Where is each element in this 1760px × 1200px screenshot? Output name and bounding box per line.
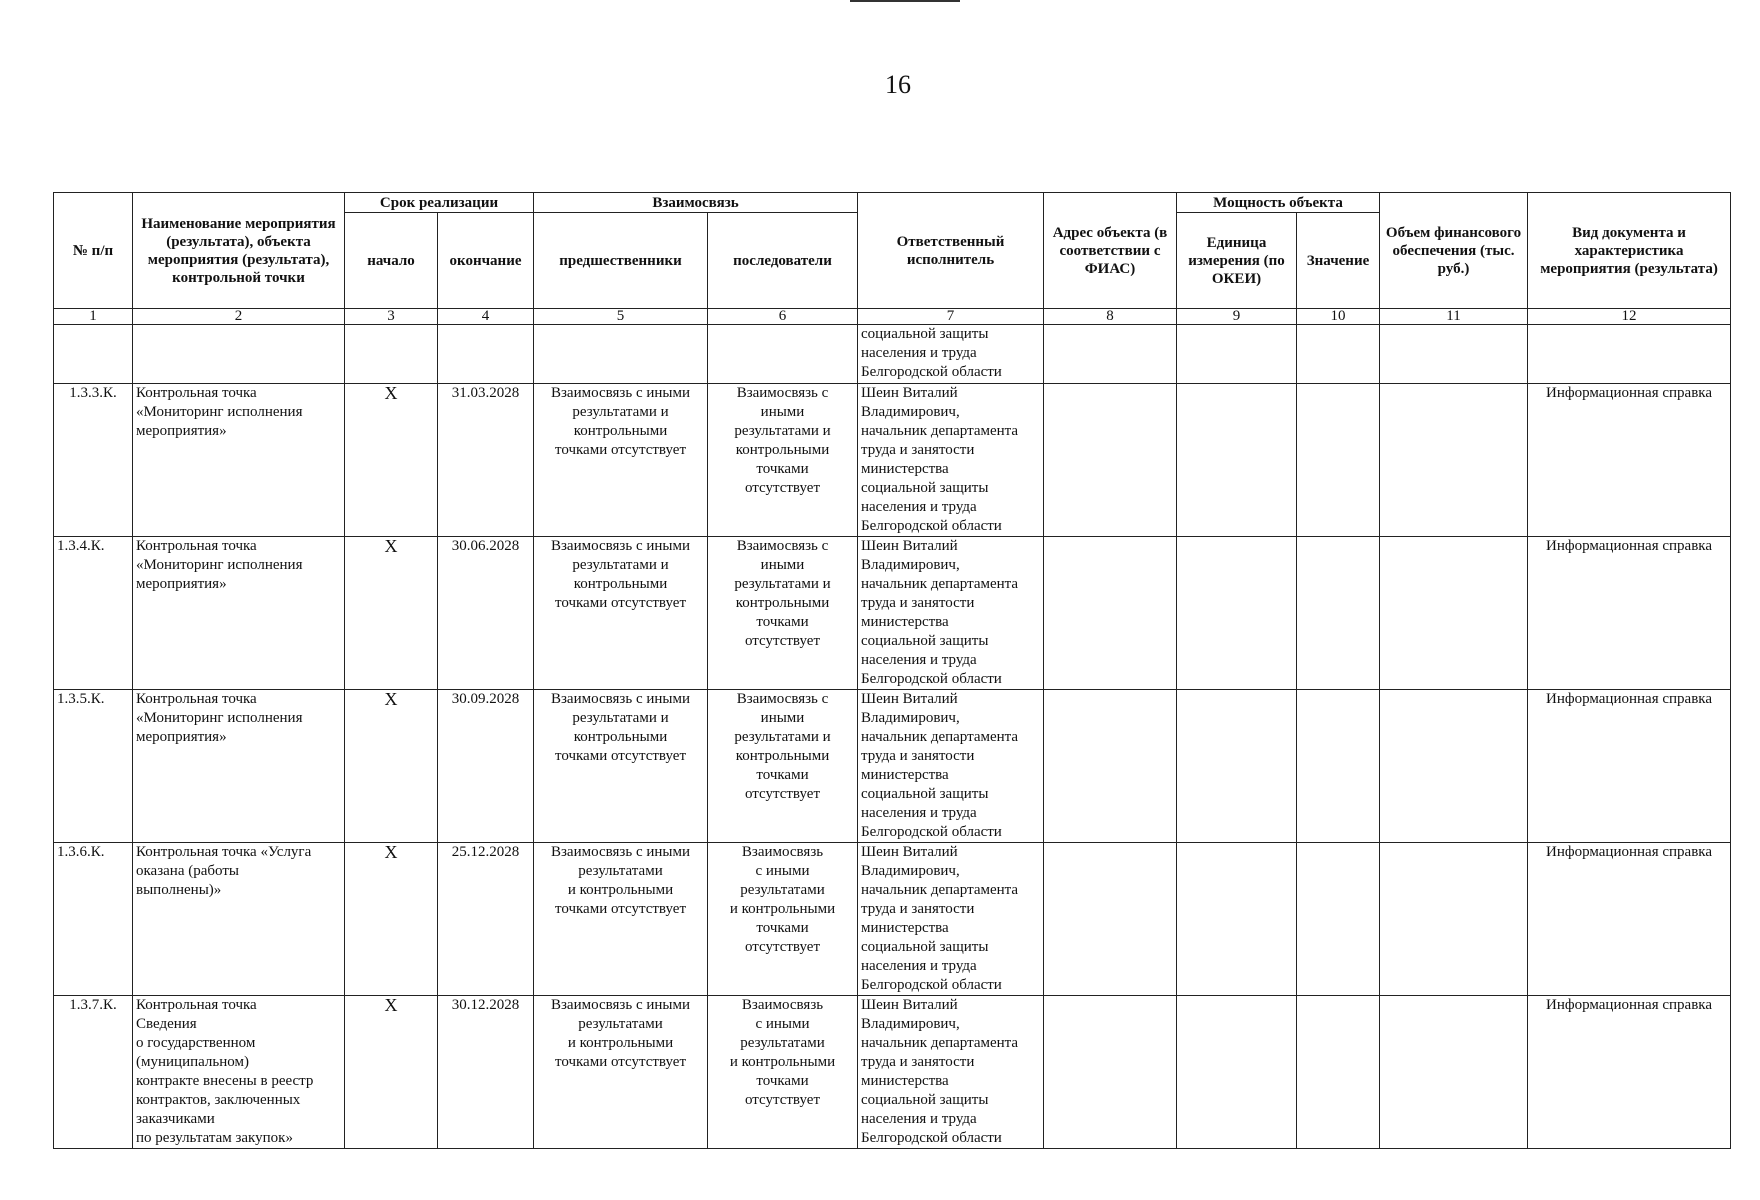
doc-cell: Информационная справка [1528,690,1731,843]
address-cell [1044,537,1177,690]
column-number: 9 [1177,309,1297,325]
header-start: начало [345,213,438,309]
unit-cell [1177,537,1297,690]
unit-cell [1177,690,1297,843]
column-number: 7 [858,309,1044,325]
header-finance: Объем финансового обеспечения (тыс. руб.) [1380,193,1528,309]
column-number: 2 [133,309,345,325]
table-row [54,690,1731,843]
address-cell [1044,843,1177,996]
unit-cell [1177,384,1297,537]
header-successors: последователи [708,213,858,309]
doc-cell: Информационная справка [1528,843,1731,996]
name-cell: Контрольная точка «Мониторинг исполнения мероприятия» [133,690,345,843]
column-number: 11 [1380,309,1528,325]
end-cell: 30.06.2028 [438,537,534,690]
address-cell [1044,996,1177,1149]
column-number: 12 [1528,309,1731,325]
row-number: 1.3.3.К. [54,384,133,537]
name-cell: Контрольная точка «Мониторинг исполнения мероприятия» [133,537,345,690]
page-number: 16 [885,70,911,99]
column-number: 6 [708,309,858,325]
row-number: 1.3.4.К. [54,537,133,690]
name-cell: Контрольная точка «Мониторинг исполнения мероприятия» [133,384,345,537]
column-number: 4 [438,309,534,325]
header-relation: Взаимосвязь [534,193,858,213]
executor-cell: Шеин Виталий Владимирович, начальник департамента труда и занятости министерства социальной защиты населения и труда Белгородской области [858,996,1044,1149]
predecessors-cell: Взаимосвязь с иными результатами и контрольными точками отсутствует [534,996,708,1149]
finance-cell [1380,690,1528,843]
row-number: 1.3.6.К. [54,843,133,996]
unit-cell [1177,843,1297,996]
end-cell: 31.03.2028 [438,384,534,537]
start-cell: X [345,384,438,537]
name-cell: Контрольная точка «Услуга оказана (работы выполнены)» [133,843,345,996]
start-cell: X [345,996,438,1149]
header-value: Значение [1297,213,1380,309]
column-numbers-row [54,309,1731,325]
scan-artifact-line [850,0,960,2]
finance-cell [1380,996,1528,1149]
header-address: Адрес объекта (в соответствии с ФИАС) [1044,193,1177,309]
header-predecessors: предшественники [534,213,708,309]
header-executor: Ответственный исполнитель [858,193,1044,309]
row-number: 1.3.7.К. [54,996,133,1149]
column-number: 1 [54,309,133,325]
finance-cell [1380,843,1528,996]
executor-cell: Шеин Виталий Владимирович, начальник департамента труда и занятости министерства социальной защиты населения и труда Белгородской области [858,690,1044,843]
unit-cell [1177,996,1297,1149]
predecessors-cell: Взаимосвязь с иными результатами и контрольными точками отсутствует [534,690,708,843]
end-cell: 30.09.2028 [438,690,534,843]
doc-cell: Информационная справка [1528,996,1731,1149]
header-unit: Единица измерения (по ОКЕИ) [1177,213,1297,309]
start-cell: X [345,690,438,843]
column-number: 5 [534,309,708,325]
doc-cell: Информационная справка [1528,384,1731,537]
successors-cell: Взаимосвязь с иными результатами и контрольными точками отсутствует [708,384,858,537]
end-cell: 30.12.2028 [438,996,534,1149]
executor-cell: Шеин Виталий Владимирович, начальник департамента труда и занятости министерства социальной защиты населения и труда Белгородской области [858,384,1044,537]
name-cell: Контрольная точка Сведения о государственном (муниципальном) контракте внесены в реестр контрактов, заключенных заказчиками по результатам закупок» [133,996,345,1149]
row-number: 1.3.5.К. [54,690,133,843]
table-row [54,384,1731,537]
successors-cell: Взаимосвязь с иными результатами и контрольными точками отсутствует [708,843,858,996]
predecessors-cell: Взаимосвязь с иными результатами и контрольными точками отсутствует [534,384,708,537]
value-cell [1297,690,1380,843]
table-row [54,537,1731,690]
plan-table [53,192,1731,1149]
finance-cell [1380,537,1528,690]
predecessors-cell: Взаимосвязь с иными результатами и контрольными точками отсутствует [534,537,708,690]
header-doc-type: Вид документа и характеристика мероприятия (результата) [1528,193,1731,309]
executor-cell: Шеин Виталий Владимирович, начальник департамента труда и занятости министерства социальной защиты населения и труда Белгородской области [858,843,1044,996]
header-num: № п/п [54,193,133,309]
table-row [54,843,1731,996]
executor-cell: Шеин Виталий Владимирович, начальник департамента труда и занятости министерства социальной защиты населения и труда Белгородской области [858,537,1044,690]
value-cell [1297,843,1380,996]
header-deadline: Срок реализации [345,193,534,213]
executor-cell: социальной защиты населения и труда Белгородской области [858,325,1044,384]
end-cell: 25.12.2028 [438,843,534,996]
address-cell [1044,384,1177,537]
finance-cell [1380,384,1528,537]
start-cell: X [345,537,438,690]
start-cell: X [345,843,438,996]
successors-cell: Взаимосвязь с иными результатами и контрольными точками отсутствует [708,996,858,1149]
header-end: окончание [438,213,534,309]
value-cell [1297,537,1380,690]
address-cell [1044,690,1177,843]
successors-cell: Взаимосвязь с иными результатами и контрольными точками отсутствует [708,537,858,690]
table-row [54,996,1731,1149]
header-name: Наименование мероприятия (результата), объекта мероприятия (результата), контрольной точки [133,193,345,309]
successors-cell: Взаимосвязь с иными результатами и контрольными точками отсутствует [708,690,858,843]
column-number: 8 [1044,309,1177,325]
doc-cell: Информационная справка [1528,537,1731,690]
header-capacity: Мощность объекта [1177,193,1380,213]
value-cell [1297,384,1380,537]
continuation-row [54,325,1731,384]
value-cell [1297,996,1380,1149]
column-number: 10 [1297,309,1380,325]
predecessors-cell: Взаимосвязь с иными результатами и контрольными точками отсутствует [534,843,708,996]
column-number: 3 [345,309,438,325]
